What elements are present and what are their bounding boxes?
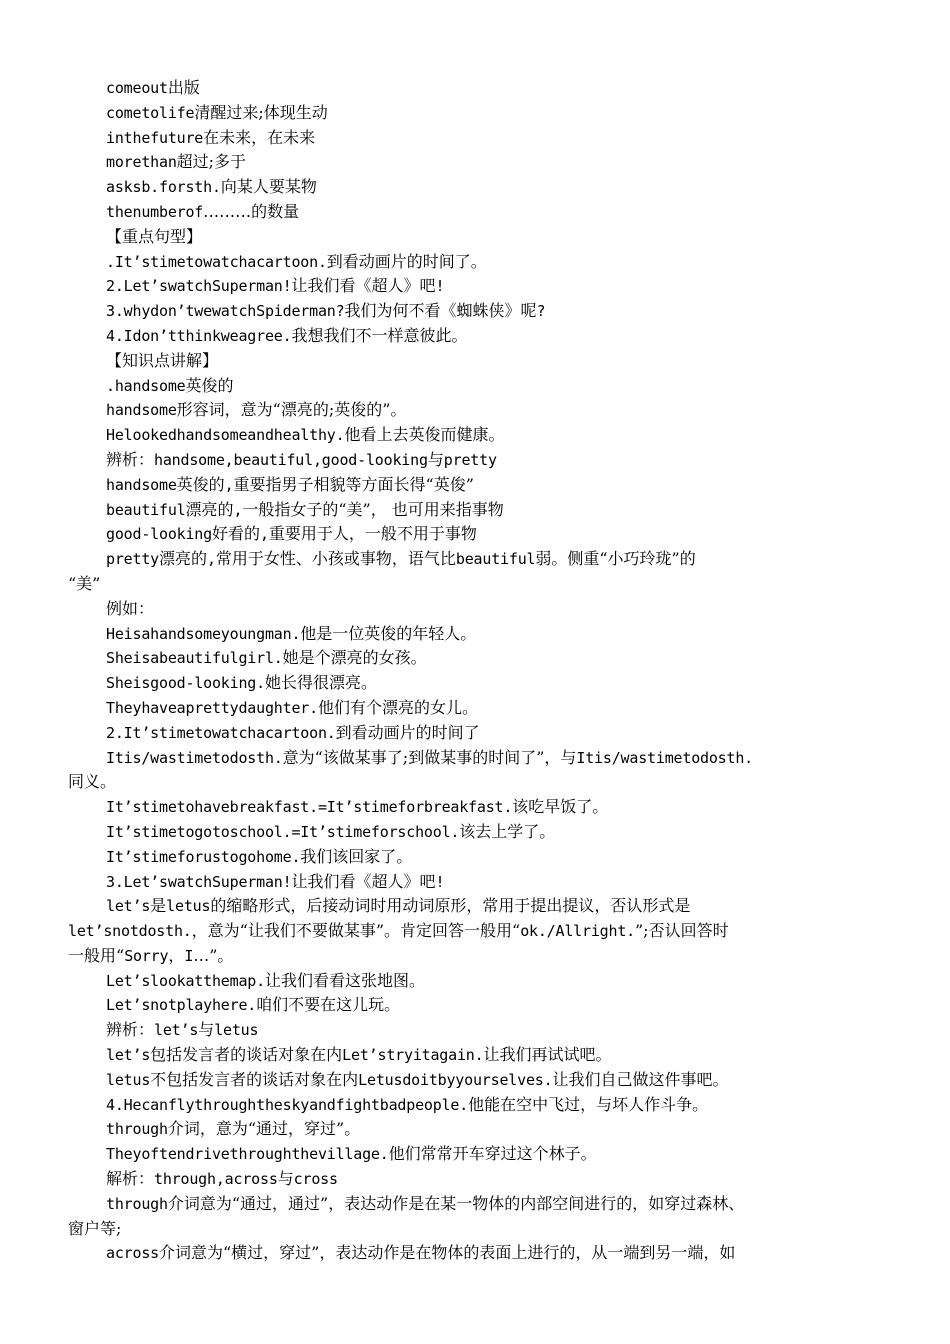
text-line: beautiful漂亮的,一般指女子的“美”， 也可用来指事物 — [106, 499, 504, 519]
text-line: Let’snotplayhere.咱们不要在这儿玩。 — [106, 995, 401, 1015]
text-line: Itis/wastimetodosth.意为“该做某事了;到做某事的时间了”，与Itis/wastimetodosth. — [106, 747, 754, 767]
text-line: good-looking好看的,重要用于人，一般不用于事物 — [106, 524, 477, 544]
text-line: 例如： — [106, 598, 155, 618]
text-line: Let’slookatthemap.让我们看看这张地图。 — [106, 970, 425, 990]
text-line: 4.Idon’tthinkweagree.我想我们不一样意彼此。 — [106, 325, 468, 345]
text-line: cometolife清醒过来;体现生动 — [106, 102, 328, 122]
text-line: let’s是letus的缩略形式，后接动词时用动词原形，常用于提出提议，否认形式是 — [106, 896, 691, 916]
text-line: 【知识点讲解】 — [106, 350, 219, 370]
text-line: 3.Let’swatchSuperman!让我们看《超人》吧! — [106, 871, 445, 891]
text-line: across介词意为“横过，穿过”，表达动作是在物体的表面上进行的，从一端到另一端，如 — [106, 1243, 736, 1263]
text-line: Helookedhandsomeandhealthy.他看上去英俊而健康。 — [106, 425, 505, 445]
text-line: thenumberof………的数量 — [106, 201, 300, 221]
text-line: Theyhaveaprettydaughter.他们有个漂亮的女儿。 — [106, 697, 478, 717]
text-line: morethan超过;多于 — [106, 152, 247, 172]
text-line: It’stimetogotoschool.=It’stimeforschool.该去上学了。 — [106, 821, 556, 841]
text-line: 窗户等; — [68, 1218, 122, 1238]
text-line: asksb.forsth.向某人要某物 — [106, 177, 317, 197]
text-line: Heisahandsomeyoungman.他是一位英俊的年轻人。 — [106, 623, 477, 643]
text-line: “美” — [68, 573, 101, 593]
text-line: Sheisgood-looking.她长得很漂亮。 — [106, 673, 377, 693]
text-line: 辨析：let’s与letus — [106, 1020, 259, 1040]
text-line: 解析：through,across与cross — [106, 1169, 338, 1189]
text-line: .handsome英俊的 — [106, 375, 234, 395]
text-line: let’snotdosth.，意为“让我们不要做某事”。肯定回答一般用“ok./Allright.”;否认回答时 — [68, 921, 729, 941]
text-line: It’stimetohavebreakfast.=It’stimeforbreakfast.该吃早饭了。 — [106, 797, 609, 817]
text-line: comeout出版 — [106, 78, 200, 97]
text-line: 一般用“Sorry，I…”。 — [68, 945, 234, 965]
text-line: pretty漂亮的,常用于女性、小孩或事物，语气比beautiful弱。侧重“小巧玲珑”的 — [106, 549, 696, 569]
document-page — [68, 76, 888, 1266]
text-line: handsome英俊的,重要指男子相貌等方面长得“英俊” — [106, 474, 474, 494]
text-line: inthefuture在未来，在未来 — [106, 127, 316, 147]
text-line: letus不包括发言者的谈话对象在内Letusdoitbyyourselves.让我们自己做这件事吧。 — [106, 1069, 729, 1089]
text-line: 同义。 — [68, 772, 117, 792]
text-line: It’stimeforustogohome.我们该回家了。 — [106, 846, 413, 866]
text-line: handsome形容词，意为“漂亮的;英俊的”。 — [106, 400, 407, 420]
text-line: 2.It’stimetowatchacartoon.到看动画片的时间了 — [106, 722, 480, 742]
text-line: 2.Let’swatchSuperman!让我们看《超人》吧! — [106, 276, 445, 296]
text-line: .It’stimetowatchacartoon.到看动画片的时间了。 — [106, 251, 487, 271]
text-line: 4.Hecanflythroughtheskyandfightbadpeople.他能在空中飞过，与坏人作斗争。 — [106, 1094, 709, 1114]
text-line: 3.whydon’twewatchSpiderman?我们为何不看《蜘蛛侠》呢? — [106, 301, 546, 321]
text-line: 辨析：handsome,beautiful,good-looking与pretty — [106, 449, 497, 469]
text-line: Sheisabeautifulgirl.她是个漂亮的女孩。 — [106, 648, 427, 668]
text-line: through介词意为“通过，通过”，表达动作是在某一物体的内部空间进行的，如穿过森林、 — [106, 1193, 745, 1213]
text-line: Theyoftendrivethroughthevillage.他们常常开车穿过这个林子。 — [106, 1144, 597, 1164]
text-line: 【重点句型】 — [106, 226, 203, 246]
text-line: through介词，意为“通过，穿过”。 — [106, 1119, 361, 1139]
text-line: let’s包括发言者的谈话对象在内Let’stryitagain.让我们再试试吧。 — [106, 1045, 612, 1065]
